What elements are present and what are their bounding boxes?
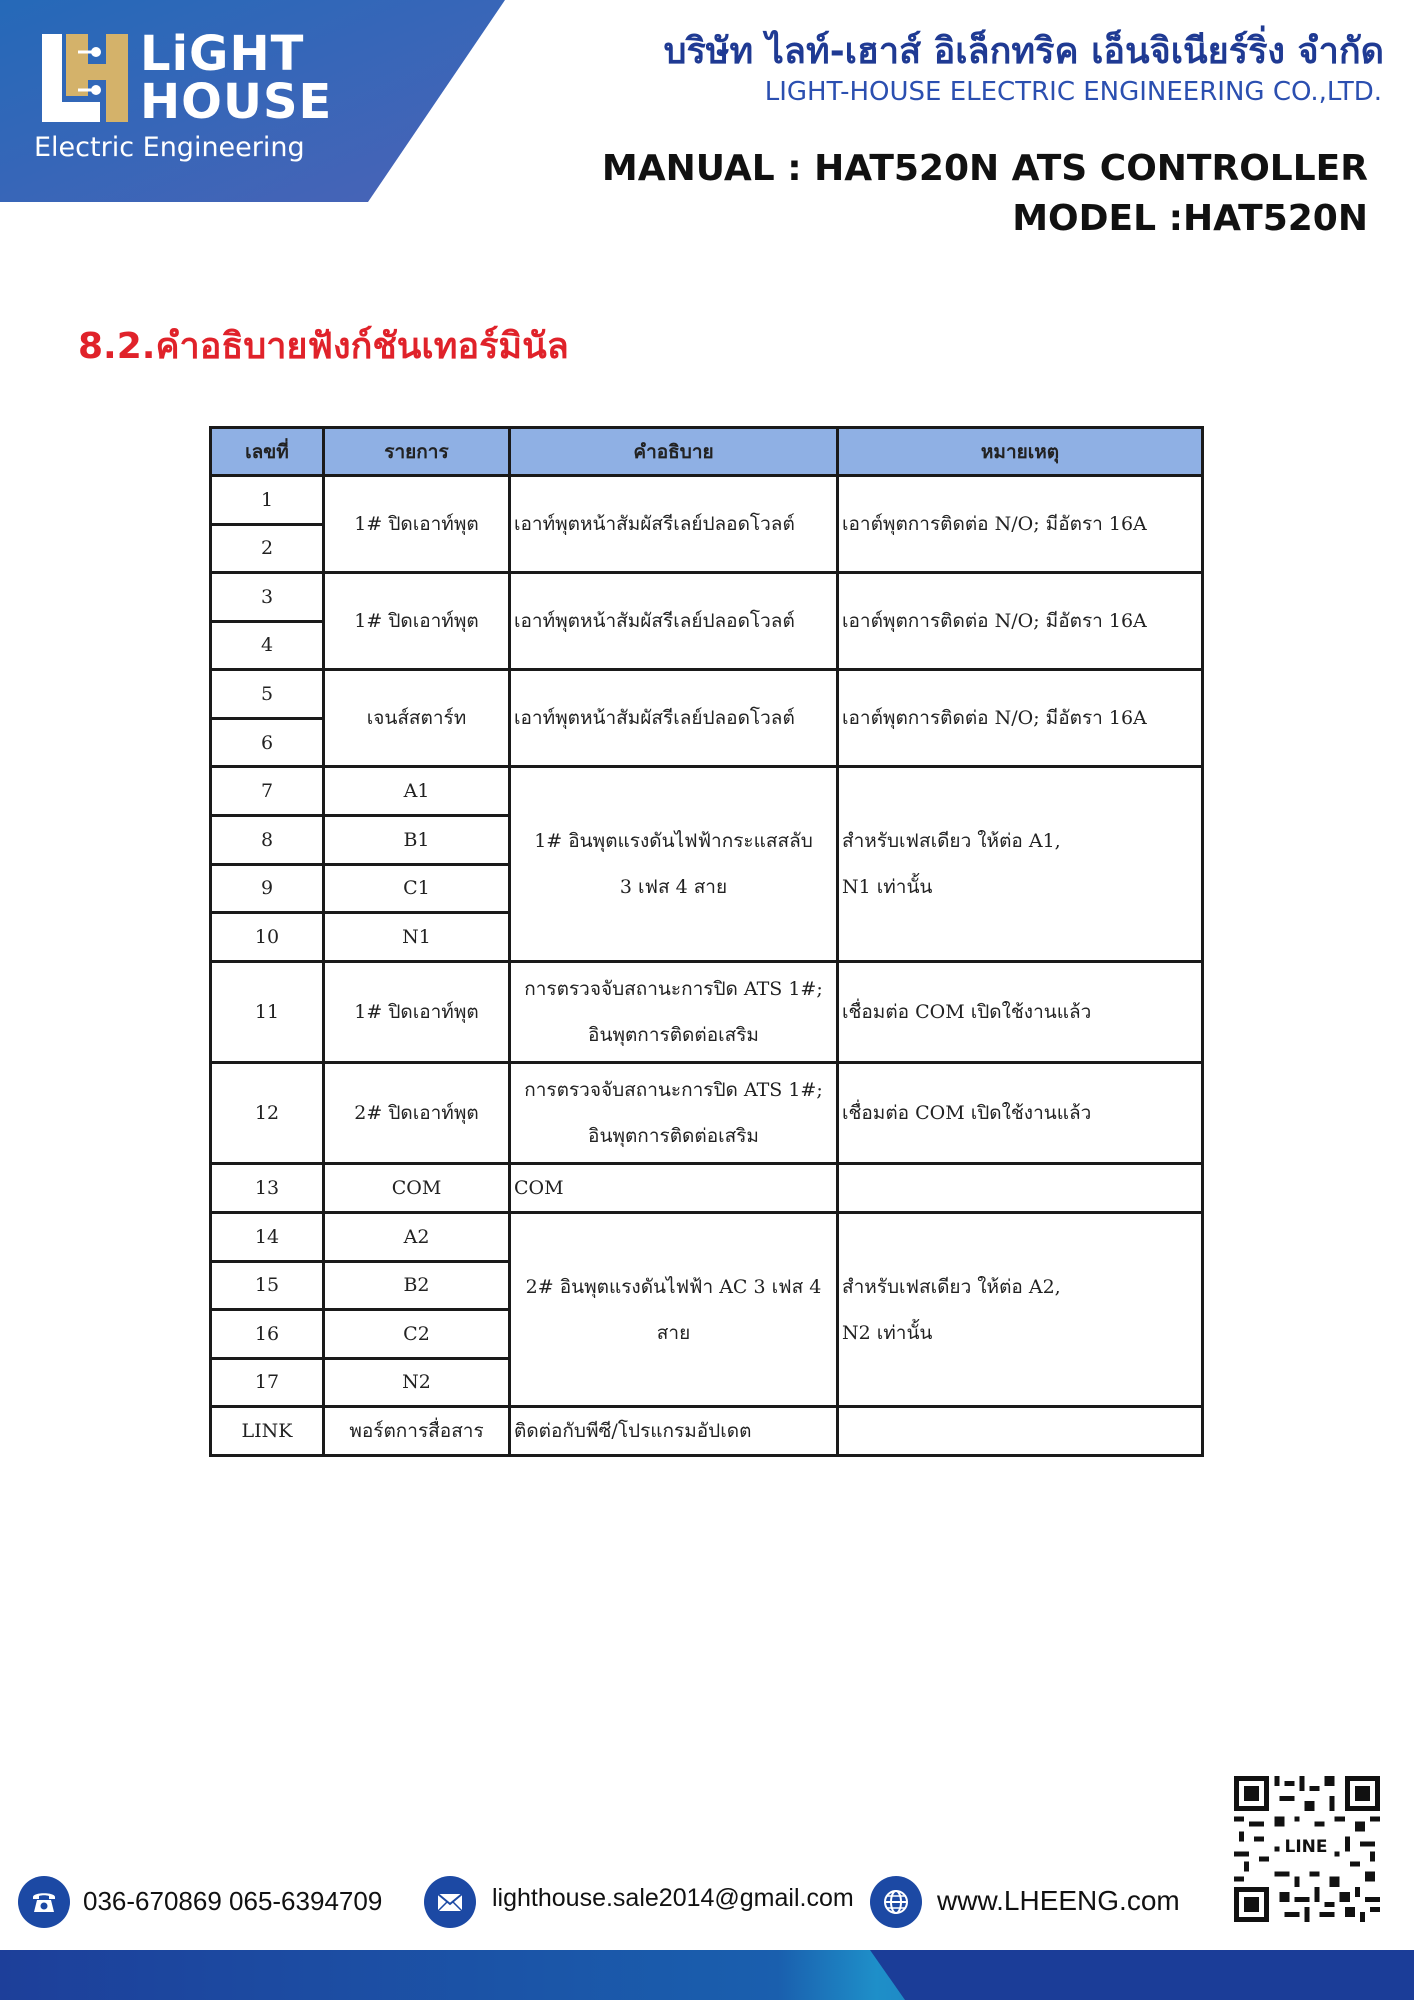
terminal-number: 8 — [211, 815, 324, 864]
terminal-item: 1# ปิดเอาท์พุต — [324, 573, 510, 670]
description-line: การตรวจจับสถานะการปิด ATS 1#; — [524, 977, 823, 1000]
table-row — [211, 476, 1203, 525]
note-line: สำหรับเฟสเดียว ให้ต่อ A1, — [842, 830, 1061, 852]
manual-title: MANUAL : HAT520N ATS CONTROLLER — [601, 148, 1368, 189]
terminal-description: ติดต่อกับพีซี/โปรแกรมอัปเดต — [510, 1407, 838, 1456]
note-line: N1 เท่านั้น — [842, 876, 933, 898]
table-row — [211, 961, 1203, 1062]
terminal-item: N1 — [324, 913, 510, 962]
phone-numbers: 036-670869 065-6394709 — [83, 1886, 383, 1916]
terminal-note: เอาต์พุตการติดต่อ N/O; มีอัตรา 16A — [838, 670, 1203, 767]
description-line: 2# อินพุตแรงดันไฟฟ้า AC 3 เฟส 4 — [525, 1275, 822, 1298]
terminal-description: COM — [510, 1164, 838, 1213]
table-row — [211, 1212, 1203, 1261]
terminal-description — [510, 1063, 838, 1164]
terminal-item: COM — [324, 1164, 510, 1213]
terminal-item: พอร์ตการสื่อสาร — [324, 1407, 510, 1456]
table-row — [211, 767, 1203, 816]
terminal-function-table — [209, 426, 1204, 1457]
terminal-number: 14 — [211, 1212, 324, 1261]
terminal-item: N2 — [324, 1358, 510, 1407]
description-line: สาย — [656, 1321, 691, 1344]
terminal-note: เชื่อมต่อ COM เปิดใช้งานแล้ว — [838, 961, 1203, 1062]
terminal-number: 6 — [211, 718, 324, 767]
terminal-number: 4 — [211, 621, 324, 670]
terminal-item: เจนส์สตาร์ท — [324, 670, 510, 767]
terminal-item: 1# ปิดเอาท์พุต — [324, 476, 510, 573]
terminal-note — [838, 1212, 1203, 1406]
column-header-item: รายการ — [324, 428, 510, 476]
terminal-description: เอาท์พุตหน้าสัมผัสรีเลย์ปลอดโวลต์ — [510, 476, 838, 573]
logo-block — [0, 0, 505, 202]
email-link[interactable]: lighthouse.sale2014@gmail.com — [492, 1884, 854, 1912]
terminal-note — [838, 1407, 1203, 1456]
table-row — [211, 1164, 1203, 1213]
terminal-number: 10 — [211, 913, 324, 962]
description-line: อินพุตการติดต่อเสริม — [588, 1125, 759, 1148]
column-header-description: คำอธิบาย — [510, 428, 838, 476]
terminal-item: B2 — [324, 1261, 510, 1310]
terminal-item: 2# ปิดเอาท์พุต — [324, 1063, 510, 1164]
column-header-number: เลขที่ — [211, 428, 324, 476]
company-name-english: LIGHT-HOUSE ELECTRIC ENGINEERING CO.,LTD. — [764, 77, 1382, 107]
terminal-number: 1 — [211, 476, 324, 525]
terminal-item: 1# ปิดเอาท์พุต — [324, 961, 510, 1062]
note-line: สำหรับเฟสเดียว ให้ต่อ A2, — [842, 1275, 1061, 1298]
table-row — [211, 1063, 1203, 1164]
note-line: N2 เท่านั้น — [842, 1321, 933, 1344]
description-line: 3 เฟส 4 สาย — [619, 876, 728, 898]
table-header-row — [211, 428, 1203, 476]
terminal-number: 9 — [211, 864, 324, 913]
terminal-description — [510, 767, 838, 961]
terminal-item: B1 — [324, 815, 510, 864]
table-row — [211, 670, 1203, 719]
terminal-description — [510, 1212, 838, 1406]
terminal-note: เอาต์พุตการติดต่อ N/O; มีอัตรา 16A — [838, 573, 1203, 670]
terminal-note — [838, 767, 1203, 961]
terminal-number: 5 — [211, 670, 324, 719]
company-name-thai: บริษัท ไลท์-เฮาส์ อิเล็กทริค เอ็นจิเนียร์ริ่ง จำกัด — [663, 31, 1384, 72]
phone-icon — [18, 1876, 70, 1928]
terminal-number: 17 — [211, 1358, 324, 1407]
terminal-item: A1 — [324, 767, 510, 816]
logo-text-line2: HOUSE — [140, 74, 333, 130]
terminal-number: 16 — [211, 1310, 324, 1359]
terminal-note: เชื่อมต่อ COM เปิดใช้งานแล้ว — [838, 1063, 1203, 1164]
terminal-description: เอาท์พุตหน้าสัมผัสรีเลย์ปลอดโวลต์ — [510, 573, 838, 670]
terminal-number: 15 — [211, 1261, 324, 1310]
column-header-note: หมายเหตุ — [838, 428, 1203, 476]
logo-text-line1: LiGHT — [140, 26, 305, 82]
logo-mark-icon — [42, 34, 130, 122]
footer-bar — [0, 1950, 1414, 2000]
email-icon — [424, 1876, 476, 1928]
terminal-number: 13 — [211, 1164, 324, 1213]
website-link[interactable]: www.LHEENG.com — [937, 1885, 1180, 1916]
terminal-item: A2 — [324, 1212, 510, 1261]
terminal-number: 12 — [211, 1063, 324, 1164]
terminal-number: 3 — [211, 573, 324, 622]
globe-icon — [870, 1876, 922, 1928]
description-line: การตรวจจับสถานะการปิด ATS 1#; — [524, 1079, 823, 1102]
terminal-number: 11 — [211, 961, 324, 1062]
table-row — [211, 573, 1203, 622]
terminal-item: C1 — [324, 864, 510, 913]
model-title: MODEL :HAT520N — [1012, 198, 1368, 239]
terminal-description — [510, 961, 838, 1062]
description-line: 1# อินพุตแรงดันไฟฟ้ากระแสสลับ — [534, 830, 813, 852]
qr-line-label: LINE — [1284, 1837, 1328, 1857]
logo-subtitle: Electric Engineering — [34, 132, 305, 163]
terminal-number: 2 — [211, 524, 324, 573]
terminal-description: เอาท์พุตหน้าสัมผัสรีเลย์ปลอดโวลต์ — [510, 670, 838, 767]
terminal-number: LINK — [211, 1407, 324, 1456]
terminal-note — [838, 1164, 1203, 1213]
terminal-note: เอาต์พุตการติดต่อ N/O; มีอัตรา 16A — [838, 476, 1203, 573]
terminal-number: 7 — [211, 767, 324, 816]
terminal-item: C2 — [324, 1310, 510, 1359]
description-line: อินพุตการติดต่อเสริม — [588, 1023, 759, 1046]
table-row — [211, 1407, 1203, 1456]
section-heading: 8.2.คำอธิบายฟังก์ชันเทอร์มินัล — [78, 326, 569, 367]
